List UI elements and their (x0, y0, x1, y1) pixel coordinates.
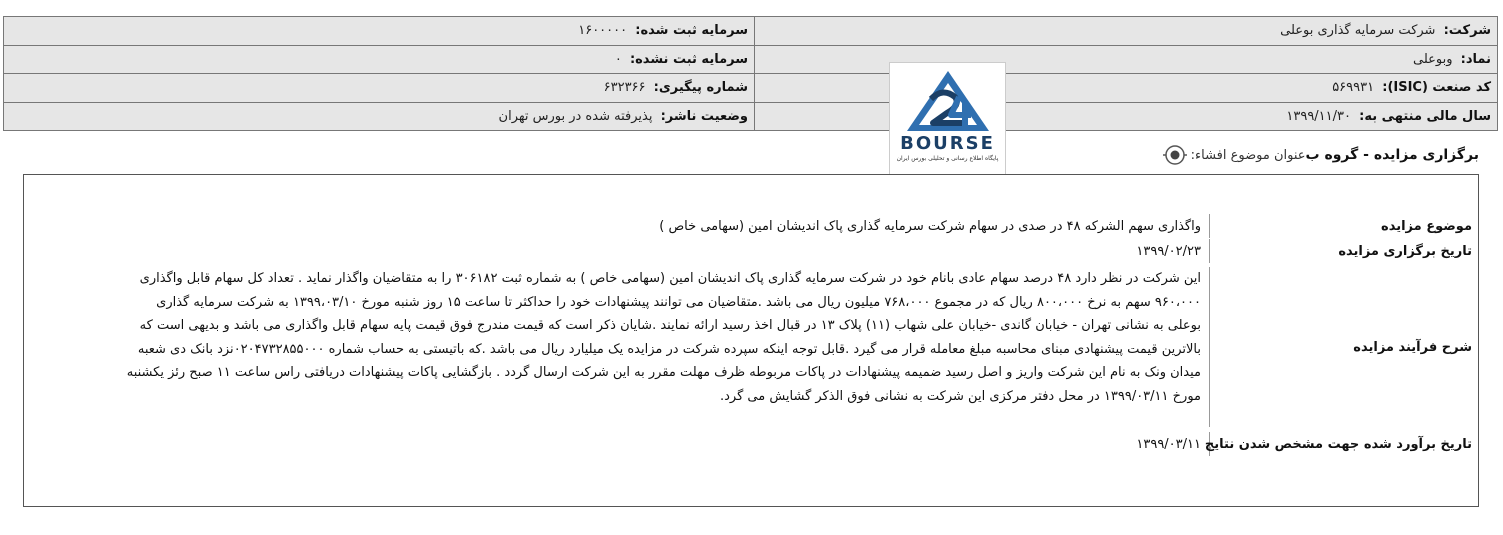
bourse-logo-mark-icon (903, 69, 993, 135)
info-row-company (4, 17, 1498, 46)
capital-value: ۱۶۰۰۰۰۰ (578, 23, 628, 39)
process-row (41, 267, 1478, 427)
fiscal-cell (755, 102, 1498, 131)
disclosure-subject (1157, 144, 1479, 166)
process-line: میدان ونک به نام این شرکت واریز و اصل رسید ضمیمه پیشنهادات در پاکات مربوطه ظرف مهلت مقرر به این شرکت ارسال گردد . بازگشایی پاکات پیشنهادات دریافتی راس ساعت ۱۱ صبح رئز یکشنبه (126, 365, 1201, 380)
unregistered-capital-value: ۰ (614, 51, 622, 67)
isic-label: کد صنعت (ISIC): (1382, 80, 1491, 96)
company-info-table (3, 16, 1498, 131)
symbol-cell (755, 45, 1498, 74)
result-date-label: تاریخ برآورد شده جهت مشخص شدن نتایج (1209, 432, 1478, 456)
bourse-logo (889, 62, 1006, 175)
process-text (41, 267, 1209, 427)
capital-cell (4, 17, 755, 46)
tracking-cell (4, 74, 755, 103)
unregistered-capital-cell (4, 45, 755, 74)
status-value: پذیرفته شده در بورس تهران (498, 108, 653, 124)
result-date-row (41, 432, 1478, 456)
company-cell (755, 17, 1498, 46)
process-label: شرح فرآیند مزایده (1209, 267, 1478, 427)
company-label: شرکت: (1443, 23, 1491, 39)
process-line: بوعلی به نشانی تهران - خیابان گاندی -خیابان علی شهاب (۱۱) پلاک ۱۳ در قبال اخذ رسید ارائه نمایند .شایان ذکر است که قیمت مندرج فوق قیمت پایه سهام قابل واگذاری می باشد و بدیهی است که (139, 318, 1201, 333)
result-date-value: ۱۳۹۹/۰۳/۱۱ (1136, 436, 1201, 452)
auction-date-value: ۱۳۹۹/۰۲/۲۳ (1136, 243, 1201, 259)
capital-label: سرمایه ثبت شده: (635, 23, 748, 39)
isic-cell (755, 74, 1498, 103)
status-cell (4, 102, 755, 131)
isic-value: ۵۶۹۹۳۱ (1332, 80, 1375, 96)
info-row-isic (4, 74, 1498, 103)
fiscal-value: ۱۳۹۹/۱۱/۳۰ (1286, 108, 1351, 124)
fiscal-label: سال مالی منتهی به: (1359, 108, 1491, 124)
target-icon (1163, 143, 1187, 167)
topic-value: واگذاری سهم الشرکه ۴۸ در صدی در سهام شرکت سرمایه گذاری پاک اندیشان امین (سهامی خاص ) (659, 218, 1201, 234)
subject-title: برگزاری مزایده - گروه ب (1305, 147, 1479, 163)
tracking-value: ۶۳۲۳۶۶ (603, 80, 646, 96)
company-value: شرکت سرمایه گذاری بوعلی (1280, 23, 1436, 39)
process-line: این شرکت در نظر دارد ۴۸ درصد سهام عادی بانام خود در شرکت سرمایه گذاری پاک اندیشان امین (سهامی خاص ) به شماره ثبت ۳۰۶۱۸۲ را به متقاضیان واگذار نماید . تعداد کل سهام قابل واگذاری (139, 271, 1201, 286)
auction-date-label: تاریخ برگزاری مزایده (1209, 239, 1478, 263)
bourse-logo-word: BOURSE (900, 133, 995, 154)
bourse-logo-tagline: پایگاه اطلاع رسانی و تحلیلی بورس ایران (896, 155, 999, 162)
topic-label: موضوع مزایده (1209, 214, 1478, 238)
symbol-value: وبوعلی (1412, 51, 1453, 67)
process-line: ۹۶۰،۰۰۰ سهم به نرخ ۸۰۰،۰۰۰ ریال که در مجموع ۷۶۸،۰۰۰ میلیون ریال می باشد .متقاضیان می توانند پیشنهادات خود را حداکثر تا ساعت ۱۵ روز شنبه مورخ ۱۳۹۹،۰۳/۱۰ به شرکت سرمایه گذاری (156, 294, 1201, 310)
topic-row (41, 214, 1478, 238)
process-line: مورخ ۱۳۹۹/۰۳/۱۱ در محل دفتر مرکزی این شرکت به نشانی فوق الذکر گشایش می گرد. (719, 388, 1201, 404)
subject-label: عنوان موضوع افشاء: (1190, 147, 1306, 163)
status-label: وضعیت ناشر: (660, 108, 748, 124)
info-row-symbol (4, 45, 1498, 74)
process-line: بالاترین قیمت پیشنهادی مبنای محاسبه مبلغ معامله قرار می گیرد .قابل توجه اینکه سپرده شرکت در مزایده یک میلیارد ریال می باشد .که باتیستی به حساب شماره ۰۲۰۴۷۳۲۸۵۵۰۰۰نزد بانک دی شعبه (137, 341, 1201, 357)
auction-date-row (41, 239, 1478, 263)
auction-details-box (23, 174, 1479, 507)
symbol-label: نماد: (1460, 51, 1491, 67)
tracking-label: شماره پیگیری: (653, 80, 748, 96)
unregistered-capital-label: سرمایه ثبت نشده: (629, 51, 748, 67)
info-row-fiscal (4, 102, 1498, 131)
